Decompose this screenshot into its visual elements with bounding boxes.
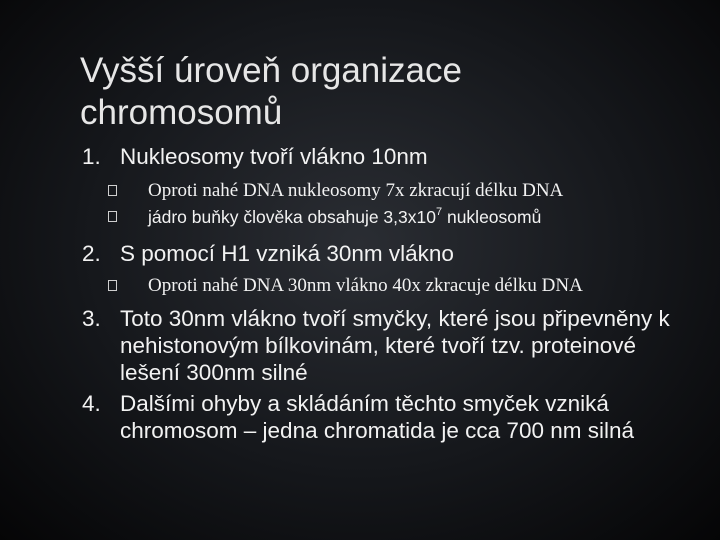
sub-item-text: Oproti nahé DNA nukleosomy 7x zkracují délku DNA: [148, 180, 564, 201]
title-line-1: Vyšší úroveň organizace: [80, 51, 462, 90]
item-text: Dalšími ohyby a skládáním těchto smyček vzniká chromosom – jedna chromatida je cca 700 nm silná: [120, 391, 635, 443]
list-item-4: [82, 390, 682, 444]
sub-item-text-after: nukleosomů: [442, 207, 542, 227]
square-bullet-icon: [108, 280, 117, 291]
square-bullet-icon: [108, 185, 117, 196]
slide-title: [80, 50, 680, 134]
superscript-exponent: 7: [435, 206, 443, 218]
sub-item-1-1: [82, 178, 682, 204]
sub-item-1-2: [82, 204, 682, 230]
item-text: Toto 30nm vlákno tvoří smyčky, které jsou připevněny k nehistonovým bílkovinám, které tvoří tzv. proteinové lešení 300nm silné: [120, 306, 670, 385]
list-item-3: [82, 305, 682, 386]
item-number: 4.: [82, 391, 101, 416]
sub-item-text-before: jádro buňky člověka obsahuje 3,3x10: [148, 207, 436, 227]
title-line-2: chromosomů: [80, 93, 283, 132]
list-item-1: [82, 143, 682, 170]
item-number: 2.: [82, 241, 101, 266]
item-text: Nukleosomy tvoří vlákno 10nm: [120, 144, 428, 169]
item-number: 1.: [82, 144, 101, 169]
square-bullet-icon: [108, 211, 117, 222]
content-list: [82, 143, 682, 444]
item-number: 3.: [82, 306, 101, 331]
item-text: S pomocí H1 vzniká 30nm vlákno: [120, 241, 454, 266]
sub-item-2-1: [82, 273, 682, 299]
sub-item-text: Oproti nahé DNA 30nm vlákno 40x zkracuje délku DNA: [148, 275, 583, 296]
list-item-2: [82, 240, 682, 267]
